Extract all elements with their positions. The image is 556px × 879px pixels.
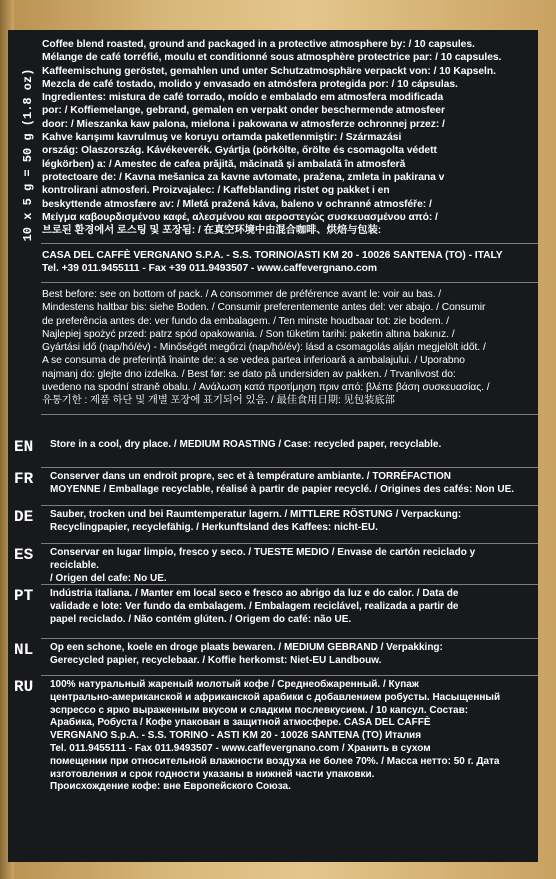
language-line: изготовления и срок годности указаны в нижней части упаковки. (50, 768, 375, 780)
divider (41, 414, 538, 415)
ingredients-line: por: / Koffiemelange, gebrand, gemalen en verpakt onder beschermende atmosfeer (42, 105, 445, 117)
divider (41, 243, 538, 244)
divider (41, 675, 538, 676)
language-line: Conserver dans un endroit propre, sec et à température ambiante. / TORRÉFACTION (50, 471, 452, 482)
ingredients-line: ország: Olaszország. Kávékeverék. Gyártja (pörkölte, őrölte és csomagolta védett (42, 145, 437, 157)
ingredients-line: beskyttende atmosfære av: / Mletá pražená káva, baleno v ochranné atmosféře: / (42, 198, 432, 210)
ingredients-line: Mezcla de café tostado, molido y envasado en atmósfera protegida por: / 10 cápsulas. (42, 78, 458, 90)
language-line: papel reciclado. / Não contém glúten. / Origem do café: não UE. (50, 613, 352, 625)
company-contact: Tel. +39 011.9455111 - Fax +39 011.9493507 - www.caffevergnano.com (42, 263, 377, 275)
language-text-es (50, 547, 520, 585)
language-line: 100% натуральный жареный молотый кофе / Среднеобжаренный. / Купаж (50, 679, 419, 690)
language-line: VERGNANO S.p.A. - S.S. TORINO - ASTI KM 20 - 10026 SANTENA (TO) Италия (50, 730, 422, 742)
language-text-en (50, 439, 520, 452)
language-text-ru (50, 679, 520, 794)
best-before-line: A se consuma de preferință înainte de: a se vedea partea inferioară a ambalajului. / Uporabno (42, 355, 465, 367)
ingredients-line: kontrolirani atmosferi. Proizvajalec: / Kaffeblanding ristet og pakket i en (42, 185, 390, 197)
language-code-pt: PT (14, 587, 34, 605)
language-line: Store in a cool, dry place. / MEDIUM ROASTING / Case: recycled paper, recyclable. (50, 439, 442, 450)
language-line: MOYENNE / Emballage recyclable, réalisé à partir de papier recyclé. / Origines des cafés: Non UE. (50, 483, 515, 495)
best-before-line: Gyártási idő (nap/hó/év) - Minőségét megőrzi (nap/hó/év): lásd a csomagolás alján megjelölt időt. / (42, 342, 486, 354)
divider (41, 543, 538, 544)
net-weight-text: 10 x 5 g = 50 g (1.8 oz) (21, 68, 35, 242)
divider (41, 584, 538, 585)
language-text-nl (50, 642, 520, 668)
language-text-fr (50, 471, 520, 497)
best-before-line: Najlepiej spożyć przed: patrz spód opakowania. / Son tüketim tarihi: paketin altına bakınız. / (42, 328, 455, 340)
net-weight-side-label (18, 70, 38, 240)
language-line: / Origen del cafe: No UE. (50, 572, 167, 584)
language-line: Tel. 011.9455111 - Fax 011.9493507 - www.caffevergnano.com / Хранить в сухом (50, 742, 431, 754)
language-line: Conservar en lugar limpio, fresco y seco. / TUESTE MEDIO / Envase de cartón reciclado y reciclable. (50, 547, 476, 571)
best-before-line: Mindestens haltbar bis: siehe Boden. / Consumir preferentemente antes del: ver abajo. / Consumir (42, 302, 486, 314)
ingredients-line: Coffee blend roasted, ground and packaged in a protective atmosphere by: / 10 capsules. (42, 39, 475, 50)
language-line: Арабика, Робуста / Кофе упакован в защитной атмосфере. CASA DEL CAFFÈ (50, 717, 431, 729)
best-before-line: 유통기한 : 제품 하단 및 개별 포장에 표기되어 있음. / 最佳食用日期: 见包装底部 (42, 395, 395, 407)
language-line: Indústria italiana. / Manter em local seco e fresco ao abrigo da luz e do calor. / Data de (50, 588, 459, 599)
ingredients-line: protectoare de: / Kavna mešanica za kavne avtomate, pražena, zmleta in pakirana v (42, 171, 445, 183)
ingredients-block (42, 38, 528, 237)
company-block (42, 249, 528, 276)
best-before-block (42, 288, 528, 408)
divider (41, 467, 538, 468)
language-code-en: EN (14, 438, 34, 456)
language-line: Sauber, trocken und bei Raumtemperatur lagern. / MITTLERE RÖSTUNG / Verpackung: (50, 509, 462, 520)
best-before-line: najmanj do: glejte dno izdelka. / Best før: se dato på undersiden av pakken. / Trvanlivost do: (42, 368, 456, 380)
divider (41, 282, 538, 283)
language-line: помещении при относительной влажности воздуха не более 70%. / Масса нетто: 50 г. Дата (50, 755, 500, 767)
ingredients-line: 브로된 환경에서 로스팅 및 포장됨: / 在真空环境中由混合咖啡、烘焙与包装: (42, 225, 382, 237)
ingredients-line: légkörben) a: / Amestec de cafea prăjită, măcinată și ambalată în atmosferă (42, 158, 406, 170)
language-code-nl: NL (14, 641, 34, 659)
label-panel (8, 30, 538, 862)
divider (41, 638, 538, 639)
ingredients-line: Mélange de café torréfié, moulu et conditionné sous atmosphère protectrice par: / 10 capsules. (42, 52, 502, 64)
language-code-de: DE (14, 508, 34, 526)
language-text-de (50, 509, 520, 535)
language-line: центрально-американской и африканской арабики с добавлением робусты. Насыщенный (50, 691, 501, 703)
best-before-line: de preferência antes de: ver fundo da embalagem. / Ten minste houdbaar tot: zie bodem. / (42, 315, 449, 327)
best-before-line: Best before: see on bottom of pack. / A consommer de préférence avant le: voir au bas. / (42, 289, 442, 300)
ingredients-line: Ingredientes: mistura de café torrado, moído e embalado em atmosfera modificada (42, 92, 444, 104)
ingredients-line: Μείγμα καβουρδισμένου καφέ, αλεσμένου και αεροστεγώς συσκευασμένου από: / (42, 211, 438, 223)
language-text-pt (50, 588, 520, 626)
ingredients-line: Kahve karışımı kavrulmuş ve koruyu ortamda paketlenmiştir: / Származási (42, 132, 402, 144)
best-before-line: uvedeno na spodní straně obalu. / Ανάλωση κατά προτίμηση πριν από: βλέπε βάση συσκευασίας. / (42, 382, 490, 394)
language-line: validade e lote: Ver fundo da embalagem. / Embalagem reciclável, realizada a partir de (50, 600, 459, 612)
language-code-ru: RU (14, 678, 34, 696)
language-line: Op een schone, koele en droge plaats bewaren. / MEDIUM GEBRAND / Verpakking: (50, 642, 443, 653)
divider (41, 505, 538, 506)
language-code-es: ES (14, 546, 34, 564)
language-line: эспрессо с ярко выраженным вкусом и сладким послевкусием. / 10 капсул. Состав: (50, 704, 469, 716)
ingredients-line: Kaffeemischung geröstet, gemahlen und unter Schutzatmosphäre verpackt von: / 10 Kapseln. (42, 65, 496, 77)
ingredients-line: door: / Mieszanka kaw palona, mielona i pakowana w atmosferze ochronnej przez: / (42, 118, 445, 130)
company-name: CASA DEL CAFFÈ VERGNANO S.P.A. - S.S. TORINO/ASTI KM 20 - 10026 SANTENA (TO) - ITALY (42, 250, 503, 261)
language-line: Recyclingpapier, recyclefähig. / Herkunftsland des Kaffees: nicht-EU. (50, 521, 378, 533)
language-code-fr: FR (14, 470, 34, 488)
language-line: Gerecycled papier, recyclebaar. / Koffie herkomst: Niet-EU Landbouw. (50, 654, 382, 666)
language-line: Происхождение кофе: вне Европейского Союза. (50, 781, 291, 793)
